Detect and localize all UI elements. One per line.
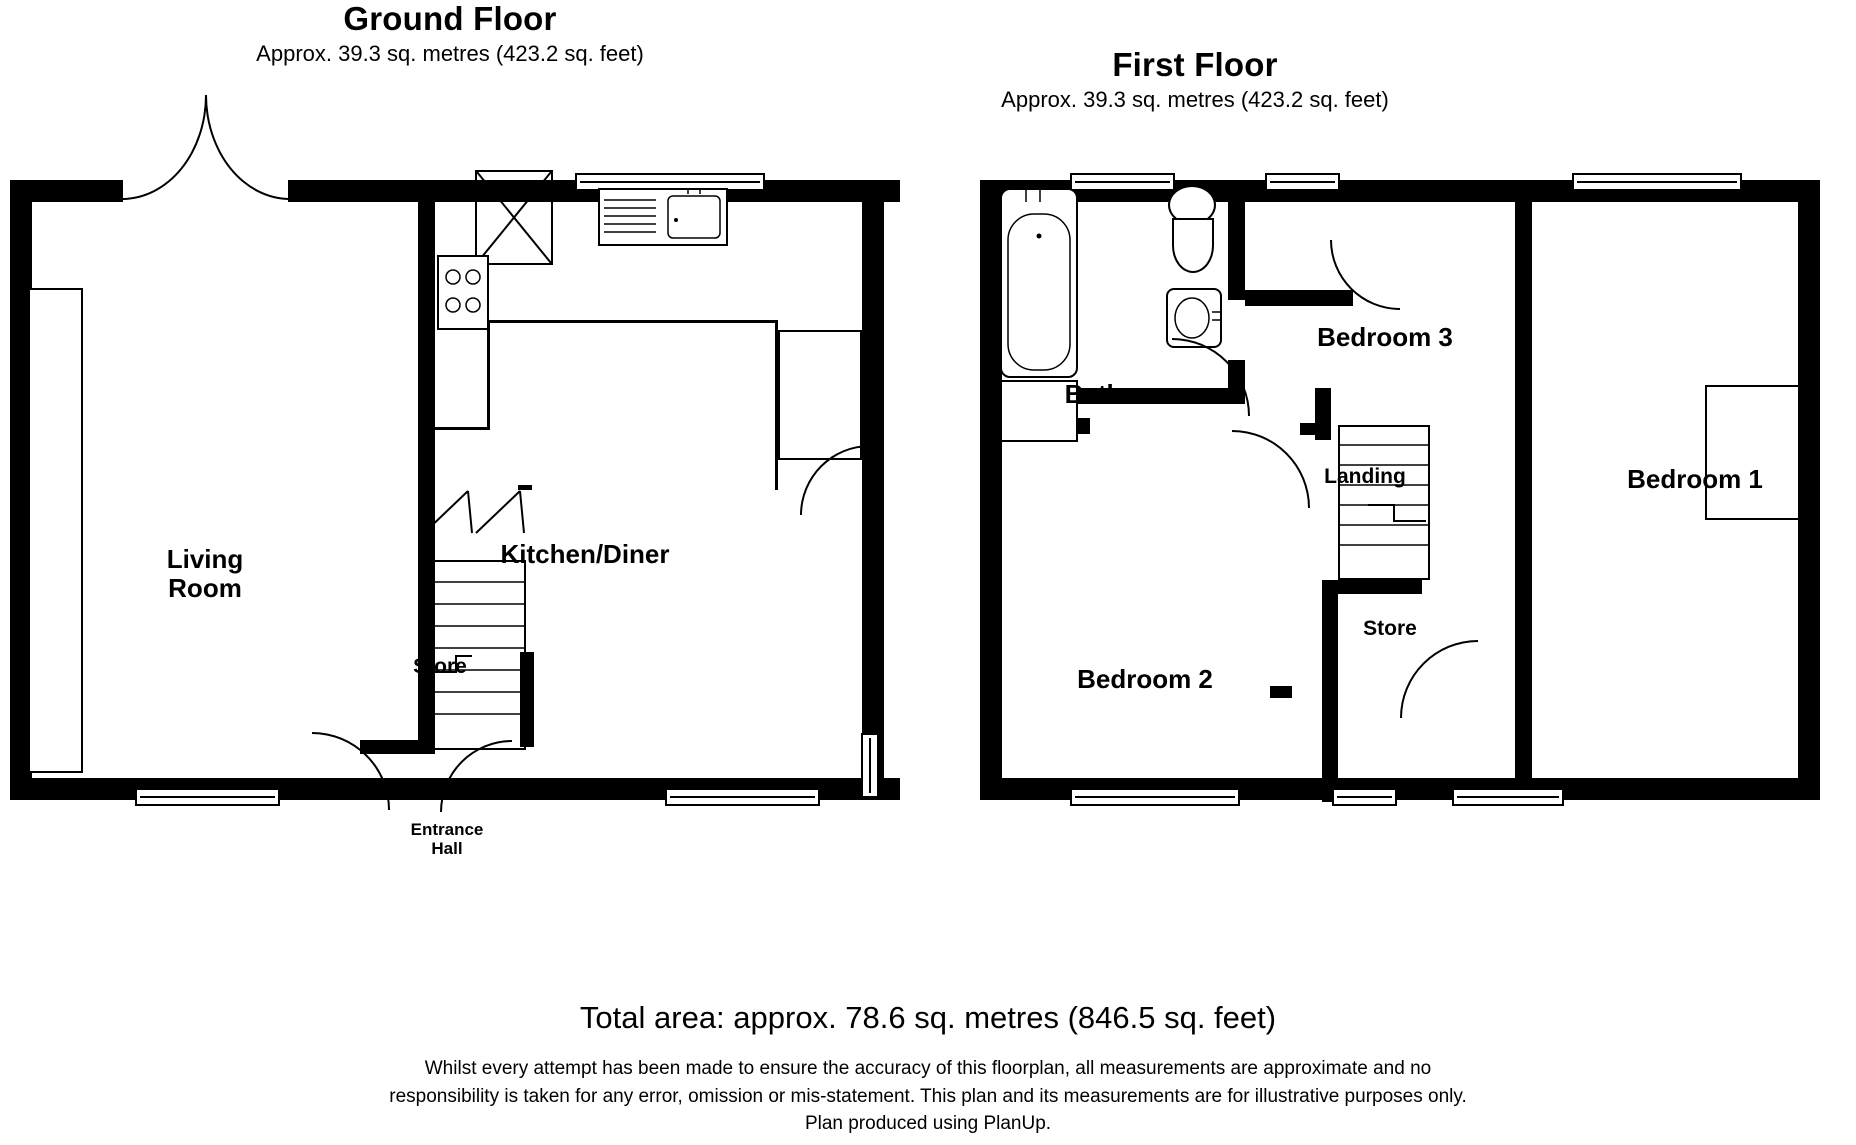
window-right-side [861, 733, 879, 798]
store-doors-icon [420, 485, 545, 545]
label-entrance-hall-line1: Entrance [410, 820, 484, 839]
wall-bedroom3-bottom [1245, 290, 1353, 306]
counter-edge-top [487, 320, 777, 323]
label-bathroom: Bathroom [1064, 379, 1188, 409]
wall-bathroom-bedroom3 [1228, 180, 1245, 300]
sink-icon [598, 188, 728, 246]
label-bedroom-1: Bedroom 1 [1627, 464, 1763, 494]
label-living-room-line1: Living [166, 544, 244, 574]
bath-icon [1000, 188, 1078, 378]
hob-icon [437, 255, 489, 330]
window-kitchen-bottom [665, 788, 820, 806]
label-store-first: Store [1363, 617, 1417, 640]
window-store-bottom [1332, 788, 1397, 806]
disclaimer-line-3: Plan produced using PlanUp. [804, 1113, 1052, 1135]
disclaimer [0, 1055, 1856, 1138]
wall-store-top [1322, 580, 1422, 594]
window-bedroom1-top [1572, 173, 1742, 191]
label-bedroom-3: Bedroom 3 [1317, 322, 1453, 352]
label-store-ground: Store [413, 655, 467, 678]
door-swing-store-first [1400, 640, 1478, 718]
front-door-jamb [355, 786, 377, 800]
stair-treads-icon-first [1338, 425, 1430, 580]
bedroom1-wardrobe [1705, 385, 1800, 520]
tall-unit-right [778, 330, 862, 460]
living-room-fitted-unit [28, 288, 83, 773]
first-floor-subtitle: Approx. 39.3 sq. metres (423.2 sq. feet) [1001, 87, 1389, 112]
ground-floor-title: Ground Floor [343, 0, 557, 37]
disclaimer-line-1: Whilst every attempt has been made to ensure the accuracy of this floorplan, all measurements are approximate and no [424, 1058, 1432, 1079]
store-door-jamb [518, 485, 532, 490]
label-living-room [90, 545, 320, 603]
window-landing-bottom [1452, 788, 1564, 806]
window-bedroom3-top [1265, 173, 1340, 191]
label-entrance-hall [362, 820, 532, 858]
first-floor-title: First Floor [1112, 46, 1278, 83]
label-entrance-hall-line2: Hall [431, 839, 463, 859]
ground-floor-plan [0, 140, 910, 880]
cabinet-cross-icon [475, 170, 553, 265]
toilet-pan [1172, 218, 1214, 273]
door-swing-hall [440, 740, 512, 812]
label-bedroom-2: Bedroom 2 [1077, 664, 1213, 694]
label-living-room-line2: Room [168, 573, 242, 604]
window-bathroom-top [1070, 173, 1175, 191]
disclaimer-line-2: responsibility is taken for any error, omission or mis-statement. This plan and its measurements are for illustrative purposes only. [389, 1085, 1467, 1107]
wall-left-outer-first [980, 180, 1002, 800]
counter-edge-left [487, 320, 490, 430]
wall-bedroom1-landing [1515, 180, 1532, 802]
counter-edge-notch [435, 427, 490, 430]
first-floor-plan [960, 140, 1840, 880]
door-jamb-bedroom2 [1300, 423, 1324, 435]
ground-floor-subtitle: Approx. 39.3 sq. metres (423.2 sq. feet) [256, 41, 644, 66]
window-bedroom2-bottom [1070, 788, 1240, 806]
door-jamb-kitchen-right [866, 440, 880, 445]
window-living-bottom [135, 788, 280, 806]
label-kitchen-diner: Kitchen/Diner [500, 539, 670, 569]
label-landing: Landing [1324, 465, 1406, 488]
total-area-text: Total area: approx. 78.6 sq. metres (846.5 sq. feet) [579, 1000, 1277, 1035]
